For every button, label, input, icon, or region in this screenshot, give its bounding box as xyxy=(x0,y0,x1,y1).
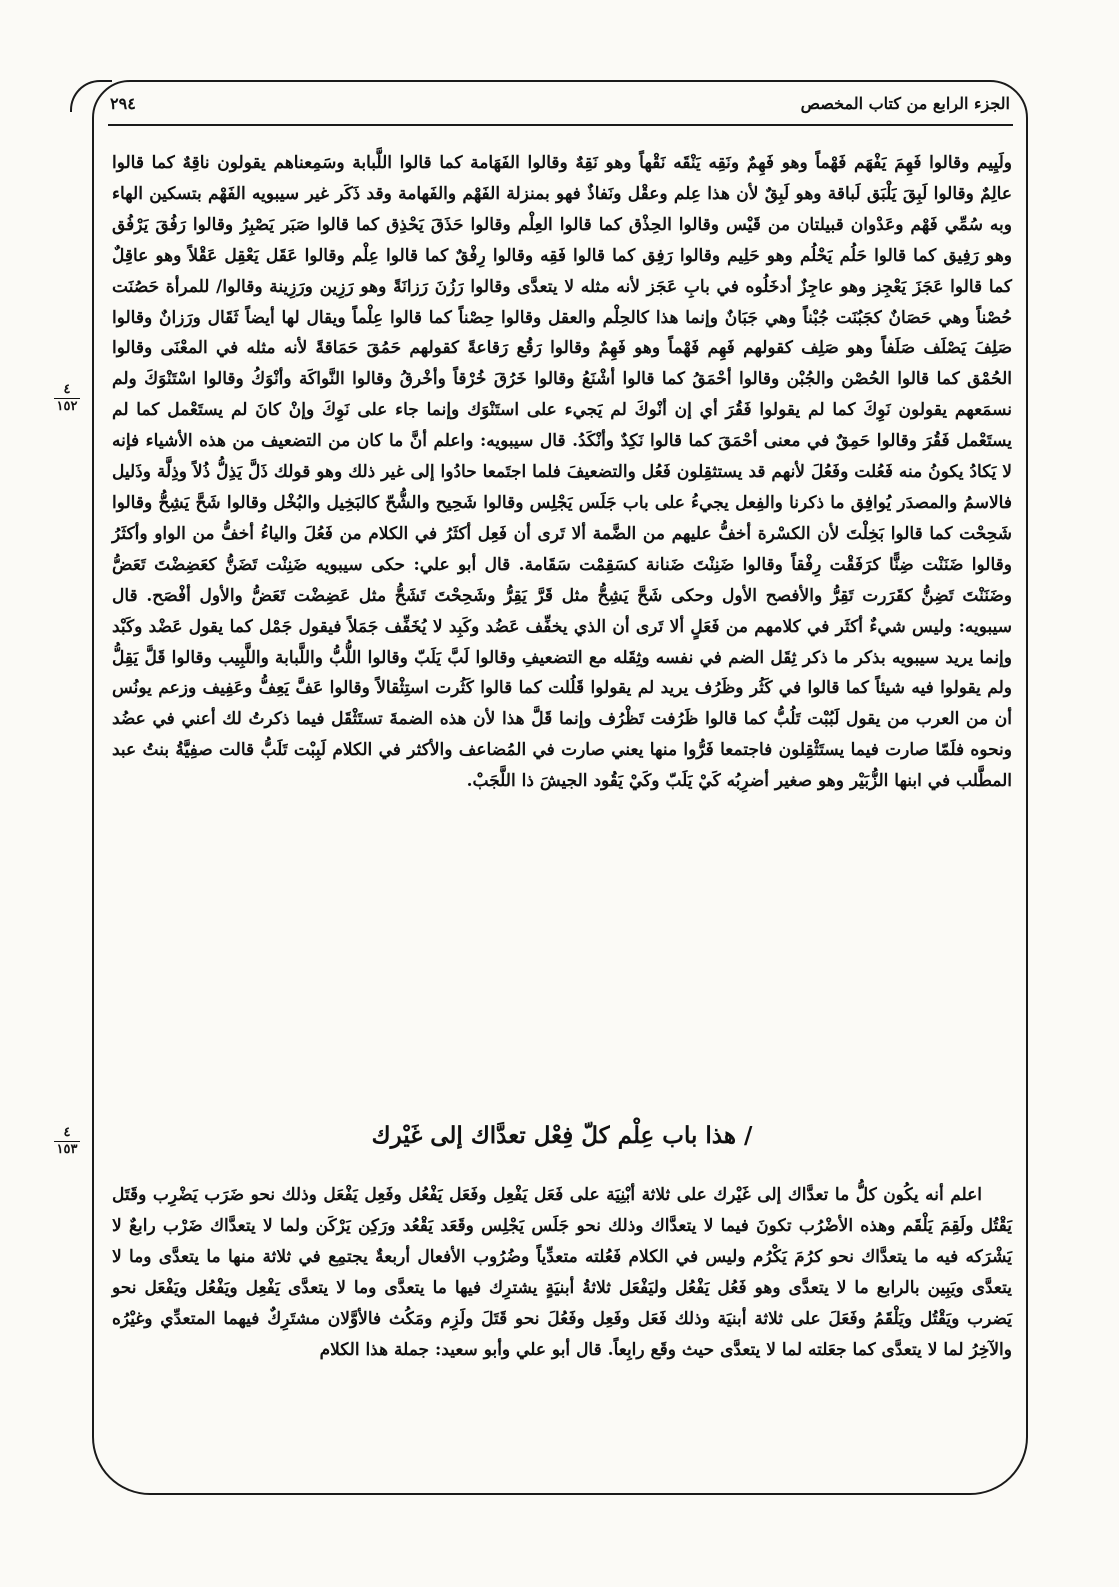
page-number: ٢٩٤ xyxy=(110,93,136,113)
para2-text: اعلم أنه يكُون كلُّ ما تعدَّاك إلى غَيْرك على ثلاثة أبْنِيَة على فَعَل يَفْعِل وفَعَل يَفْعُل وفَعِل يَفْعَل وذلك نحو ضَرَب يَضْرِب وقَتَل يَقْتُل ولَقِمَ يَلْقَم وهذه الأضْرُب تكونَ فيما لا يتعدَّاك وذلك نحو جَلَس يَجْلِس وقَعَد يَقْعُد ورَكِن يَرْكَن ولما لا يتعدَّاك ضَرْب رابعٌ لا يَشْرَكه فيه ما يتعدَّاك نحو كرُمَ يَكْرُم وليس في الكلام فَعُلته متعدِّياً وضُرُوب الأفعال أربعةٌ يجتمِع في ثلاثة منها ما يتعدَّى وما لا يتعدَّى ويَبِين بالرابع ما لا يتعدَّى وهو فَعُل يَفْعُل وليَفْعَل ثلاثةُ أبنيَةٍ يشترِك فيها ما يتعدَّى وما لا يتعدَّى يَفْعِل ويَفْعُل ويَفْعَل نحو يَضرب ويَقْتُل ويَلْقَمُ وفَعَلَ على ثلاثة أبنيَة وذلك فَعَل وفَعِل وفَعُلَ نحو قَتَلَ ولَزِم ومَكُث فالأوَّلان مشتَرِكٌ فيهما المتعدِّي وغيْرُه والآخِرُ لما لا يتعدَّى كما جعَلته لما لا يتعدَّى حيث وقَع رابِعاً. xyxy=(112,1185,1012,1360)
body-paragraph-2 xyxy=(112,1180,1012,1365)
qala-abu-ali-abu-said: قال أبو علي وأبو سعيد: xyxy=(435,1339,602,1360)
para1-text: ولَيِيم وقالوا فَهِمَ يَفْهَم فَهْماً وهو فَهِمٌ ونَقِه يَنْقَه نَقْهاً وهو نَقِهٌ وقالوا الفَهَامة كما قالوا اللَّبابة وسَمِعناهم يقولون ناقِهٌ كما قالوا عالِمٌ وقالوا لَبِقَ يَلْبَق لَباقة وهو لَبِقٌ لأن هذا عِلم وعقْل ونَفاذٌ فهو بمنزلة الفَهْم والفَهامة وقد ذَكَر غير سيبويه الفَهْم بتسكين الهاء وبه سُمِّي فَهْم وعَدْوان قبيلتان من قَيْس وقالوا الحِذْق كما قالوا العِلْم وقالوا حَذَقَ يَحْذِق كما قالوا صَبَر يَصْبِرُ وقالوا رَفُقَ يَرْفُق وهو رَفِيق كما قالوا حَلُم يَحْلُم وهو حَلِيم وقالوا رَفِق كما قالوا فَقِه وقالوا رِفْقٌ كما قالوا عِلْم وقالوا عَقَل يَعْقِل عَقْلاً وهو عاقِلٌ كما قالوا عَجَزَ يَعْجِز وهو عاجِزٌ أدخَلُوه في بابِ عَجَز لأنه مثله لا يتعدَّى وقالوا رَزُنَ رَزانَةً وهو رَزِين ورَزِينة وقالوا/ للمرأة حَصُنَت حُصْناً وهي حَصَانٌ كجَبُنَت جُبْناً وهي جَبَانٌ وإنما هذا كالحِلْم والعقل وقالوا حِصْناً كما قالوا عِلْماً ويقال لها أيضاً ثَقَال ورَزانٌ وقالوا صَلِفَ يَصْلَف صَلَفاً وهو صَلِف كقولهم فَهِم فَهْماً وهو فَهِمٌ وقالوا رَقُع رَقاعةً كقولهم حَمُقَ حَمَاقةً لأنه مثله في المعْنَى وقالوا الحُمْق كما قالوا الحُصْن والجُبْن وقالوا أحْمَقُ كما قالوا أشْنَعُ وقالوا خَرُقَ خُرْقاً وأخْرقُ وقالوا النَّواكَة وأنْوَكُ وقالوا اسْتَنْوَكَ ولم نسمَعهم يقولون نَوِكَ كما لم يقولوا فَقُرَ أي إن أنْوكَ لم يَجيء على استَنْوَك وإنما جاء على نَوِكَ وإنْ كانَ لم يستَعْمل كما لم يستَعْمل فَقُرَ وقالوا حَمِقٌ في معنى أحْمَقَ كما قالوا نَكِدٌ وأنْكَدُ. xyxy=(112,153,1013,452)
para1c-text: حكى سيبويه ضَنِنْت تَضَنُّ كعَضِضْتَ تَعَضُّ وضَنَنْتَ تَضِنُّ كقَرَرت تَقِرُّ والأفصح الأول وحكى شَحَّ يَشِحُّ مثل قَرَّ يَقِرُّ وشَحِحْتَ تَشَحُّ مثل عَضِضْت تَعَضُّ والأول أفْصَح. xyxy=(112,554,1012,606)
body-paragraph-1 xyxy=(112,148,1012,797)
qala-sibawayh-1: قال سيبويه: xyxy=(480,431,566,452)
running-title: الجزء الرابع من كتاب المخصص xyxy=(800,93,1010,113)
para2b-text: جملة هذا الكلام xyxy=(319,1339,430,1360)
header-rule xyxy=(108,124,1013,126)
margin-note-1-top: ٤ xyxy=(63,382,71,397)
qala-sibawayh-2: قال سيبويه: xyxy=(112,585,1012,637)
margin-note-1-bottom: ١٥٢ xyxy=(56,399,78,414)
margin-note-2 xyxy=(52,1126,82,1157)
qala-abu-ali-1: قال أبو علي: xyxy=(413,554,511,575)
page-header xyxy=(110,88,1010,118)
margin-note-2-top: ٤ xyxy=(63,1125,71,1140)
margin-note-1 xyxy=(52,383,82,414)
para1b-text: واعلم أنَّ ما كان من التضعيف من هذه الأشياء فإنه لا يَكادُ يكونُ منه فَعُلت وفَعُلَ لأنهم قد يستثقِلون فَعُل والتضعيفَ فلما اجتَمعا حادُوا إلى غير ذلك وهو قولك ذَلَّ يَذِلُّ ذُلاً وذِلَّة وذَليل فالاسمُ والمصدَر يُوافِق ما ذكرنا والفِعل يجيءُ على باب جَلَس يَجْلِس وقالوا شَحِيح والشُّحّ كالبَخِيل والبُخْل وقالوا شَحَّ يَشِحُّ وقالوا شَحِحْت كما قالوا بَخِلْتَ لأن الكسْرة أخفُّ عليهم من الضَّمة ألا تَرى أن فَعِل أكثَرُ في الكلام من فَعُلَ والياءُ أخفُّ من الواو وأكثَرُ وقالوا ضَنَنْت ضِنًّا كرَفَقْت رِفْقاً وقالوا ضَنِنْتَ ضَنانة كسَقِمْت سَقَامة. xyxy=(112,431,1013,575)
margin-note-2-bottom: ١٥٣ xyxy=(56,1142,78,1157)
para1d-text: وليس شيءٌ أكثَر في كلامهم من فَعَلٍ ألا تَرى أن الذي يخفِّف عَضُد وكَبِد لا يُخَفِّف جَمَلاً فيقول جَمْل كما يقول عَضْد وكَبْد وإنما يريد سيبويه بذكر ما ذكر ثِقَل الضم في نفسه وثِقَله مع التضعيفِ وقالوا لَبَّ يَلَبّ وقالوا اللُّبُّ واللَّبابة واللَّبِيب وقالوا قَلَّ يَقِلُّ ولم يقولوا فيه شيئاً كما قالوا في كَثُر وظَرُف يريد لم يقولوا قَلُلت كما قالوا كَثُرت استِثْقالاً وقالوا عَفَّ يَعِفُّ وعَفِيف وزعم يونُس أن من العرب من يقول لَبُبْت تَلُبُّ كما قالوا ظَرُفت تَظْرُف وإنما قَلَّ هذا لأن هذه الضمةَ تستَثْقَل فيما ذكرتُ لك أعني في عضُد ونحوه فلَمّا صارت فيما يستَثْقِلون فاجتمعا فَرُّوا منها يعني صارت في المُضاعف والأكثر في الكلام لَبِبْت تَلَبُّ قالت صفِيَّةُ بنتُ عبد المطَّلب في ابنها الزُّبَيْر وهو صغير أضرِبُه كَيْ يَلَبّ وكَيْ يَقُود الجيشَ ذا اللَّجَبْ. xyxy=(112,616,1012,792)
section-heading: / هذا باب عِلْم كلّ فِعْل تعدَّاك إلى غَيْرك xyxy=(371,1122,753,1149)
